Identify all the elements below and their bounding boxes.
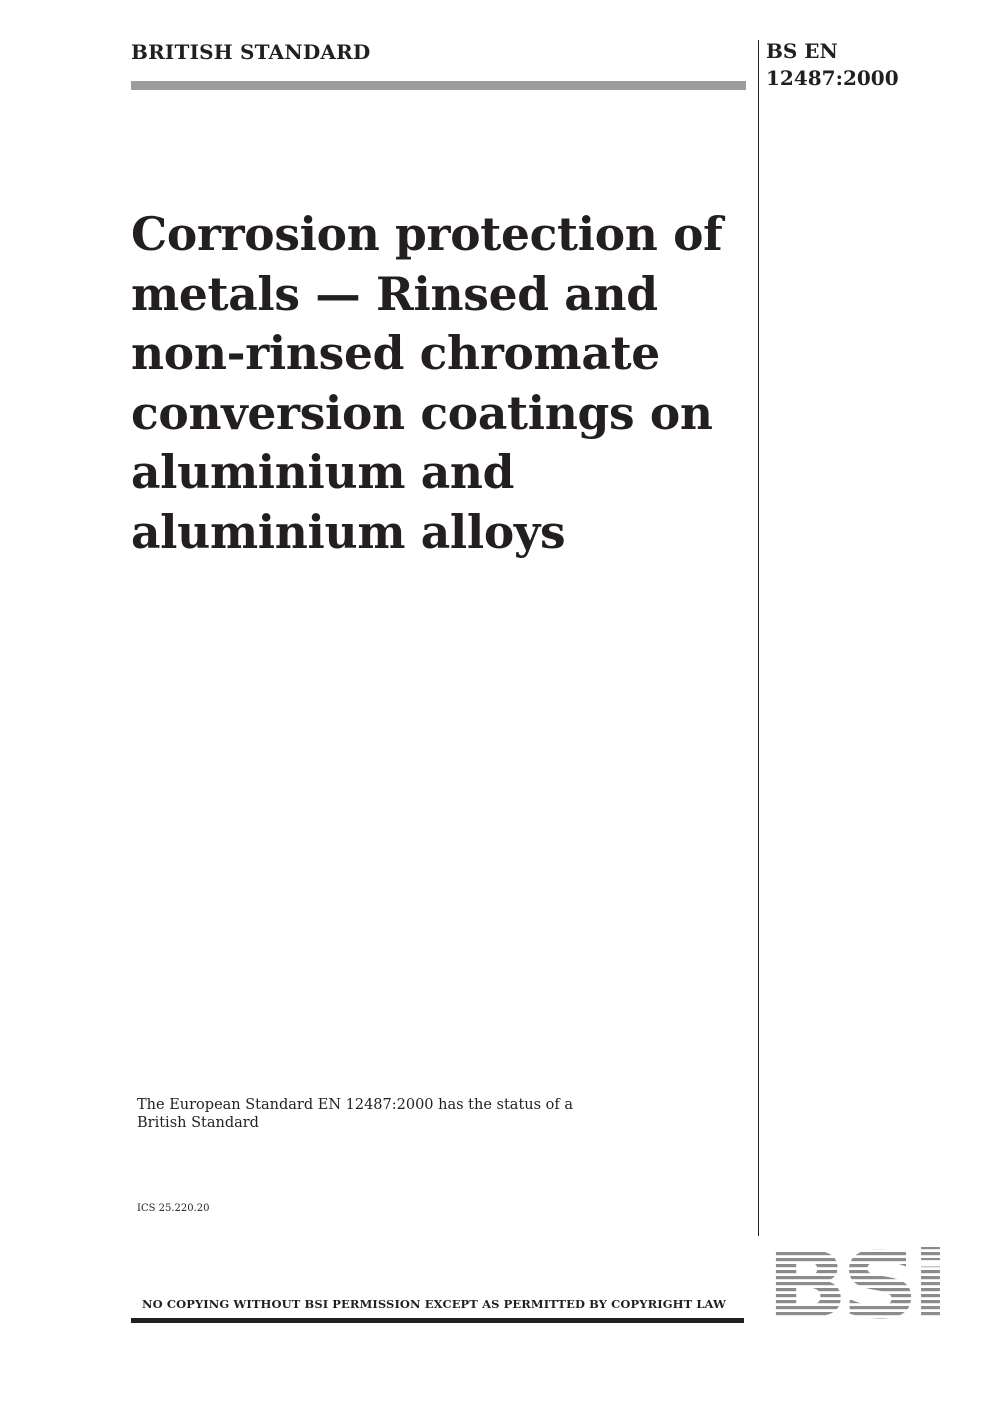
ics-code: ICS 25.220.20 <box>137 1203 210 1214</box>
status-note-line-2: British Standard <box>137 1115 259 1131</box>
designation-line-1: BS EN <box>766 39 838 63</box>
title-line: non-rinsed chromate <box>131 326 660 380</box>
title-line: Corrosion protection of <box>131 207 723 261</box>
svg-text:BSi: BSi <box>766 1246 942 1324</box>
standard-type-label: BRITISH STANDARD <box>131 40 371 64</box>
vertical-divider <box>758 40 759 1236</box>
bsi-logo <box>766 1246 942 1324</box>
designation-line-2: 12487:2000 <box>766 66 899 90</box>
status-note-line-1: The European Standard EN 12487:2000 has the status of a <box>137 1097 574 1113</box>
document-title <box>131 205 731 562</box>
copyright-notice: NO COPYING WITHOUT BSI PERMISSION EXCEPT AS PERMITTED BY COPYRIGHT LAW <box>142 1297 727 1311</box>
footer-rule <box>131 1318 744 1323</box>
title-line: aluminium and <box>131 445 515 499</box>
status-note <box>137 1096 573 1132</box>
standard-designation <box>766 38 899 92</box>
header-rule <box>131 81 746 90</box>
title-line: conversion coatings on <box>131 385 713 440</box>
title-line: metals — Rinsed and <box>131 266 658 321</box>
title-line: aluminium alloys <box>131 504 566 559</box>
